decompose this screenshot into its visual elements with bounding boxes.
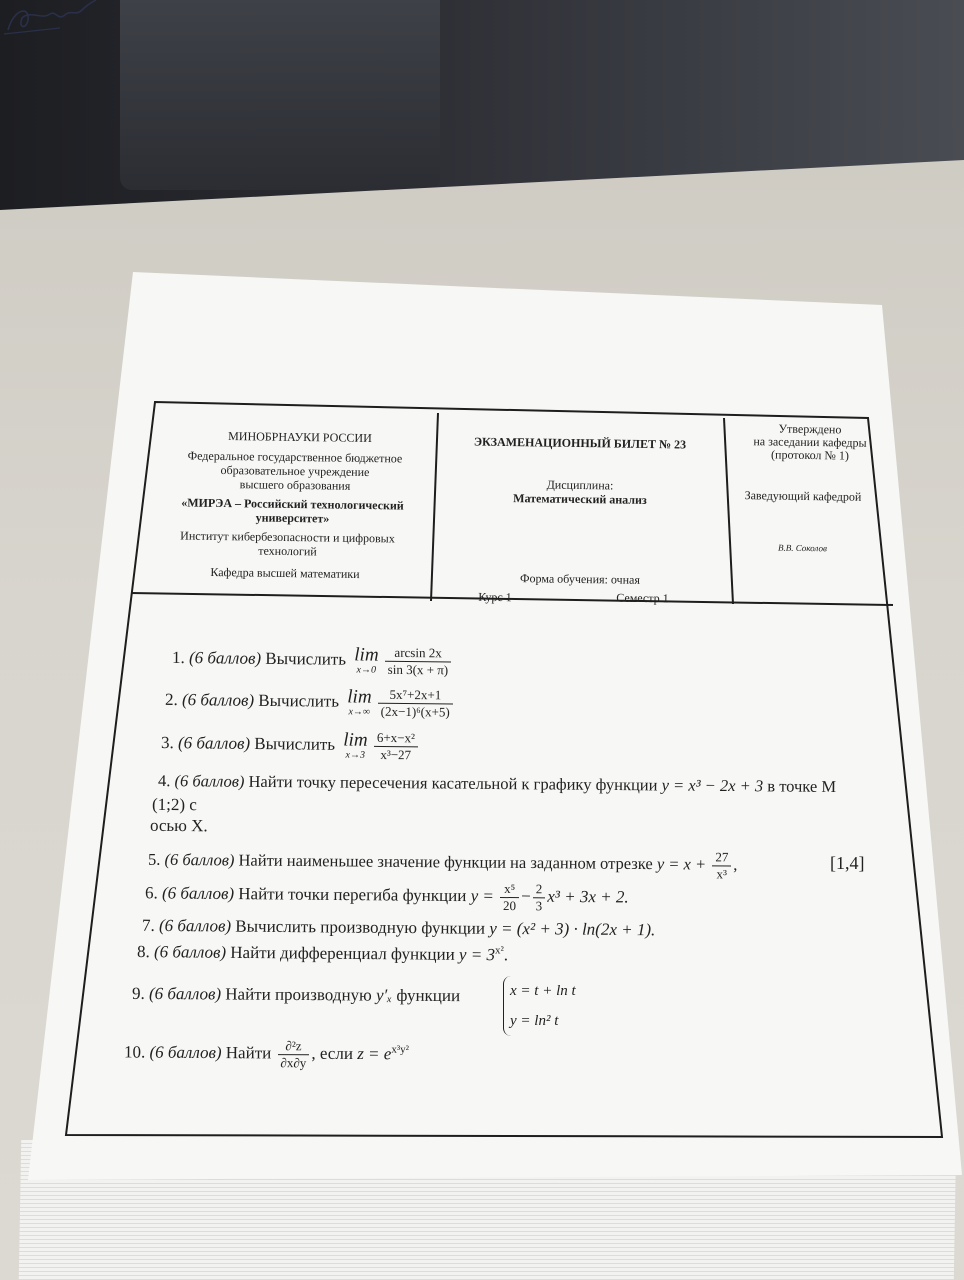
- approved-meeting: на заседании кафедры: [753, 434, 867, 450]
- discipline-label: Дисциплина:: [546, 477, 614, 493]
- task-10: 10. (6 баллов) Найти $\frac{\text{∂²z}}{\partial x\partial y}$ , если $z = e^{x^3y^2}$: [123, 1038, 410, 1071]
- university-line-2: университет»: [255, 510, 330, 526]
- semester: Семестр 1: [616, 590, 669, 606]
- ticket-title: ЭКЗАМЕНАЦИОННЫЙ БИЛЕТ № 23: [473, 434, 687, 452]
- task-4-line-3: осью X.: [149, 815, 208, 836]
- task-8: 8. (6 баллов) Найти дифференциал функции $y = 3^{x^2}$.: [136, 942, 509, 965]
- institution-line-2: образовательное учреждение: [220, 462, 370, 480]
- task-5: 5. (6 баллов) Найти наименьшее значение функции на заданном отрезке y = x + $\frac{27}{\text{x³}}$ ,: [147, 849, 738, 882]
- institution-line-1: Федеральное государственное бюджетное: [187, 448, 403, 466]
- task-4-line-2: (1;2) с: [151, 794, 197, 815]
- task-7: 7. (6 баллов) Вычислить производную функции y = (x² + 3) · ln(2x + 1).: [141, 915, 656, 940]
- task-9: 9. (6 баллов) Найти производную y′ₓ функции: [131, 983, 461, 1006]
- approved-label: Утверждено: [778, 421, 842, 437]
- task-5-interval: [1,4]: [830, 853, 865, 873]
- task-1: 1. (6 баллов) Вычислить lim x→0 $\frac{\arcsin 2x}{\sin 3(x + \pi)}$: [172, 643, 454, 679]
- task-4: 4. (6 баллов) Найти точку пересечения касательной к графику функции y = x³ − 2x + 3 в точке М: [157, 771, 837, 796]
- head-name: В.В. Соколов: [777, 542, 827, 554]
- task-3: 3. (6 баллов) Вычислить lim x→3 $\frac{\text{6+x−x²}}{\text{x³−27}}$: [161, 728, 420, 764]
- course: Курс 1: [478, 589, 512, 605]
- institute-line-2: технологий: [258, 543, 317, 559]
- head-title: Заведующий кафедрой: [744, 488, 862, 504]
- protocol-number: (протокол № 1): [770, 447, 850, 463]
- task-2: 2. (6 баллов) Вычислить lim x→∞ $\frac{\text{5x⁷+2x+1}}{\text{(2x−1)⁶(x+5)}}$: [165, 684, 455, 720]
- task-6: 6. (6 баллов) Найти точки перегиба функции y = $\frac{\text{x⁵}}{20}$ − $\frac{2}{3}$ x³ + 3x + 2.: [144, 881, 629, 914]
- university-line-1: «МИРЭА – Российский технологический: [181, 495, 404, 513]
- institute-line-1: Институт кибербезопасности и цифровых: [180, 528, 395, 546]
- task-9-system: x = t + ln t y = ln² t: [503, 976, 576, 1036]
- institution-line-3: высшего образования: [239, 477, 351, 493]
- signature-image: [0, 0, 100, 40]
- discipline-name: Математический анализ: [513, 491, 647, 507]
- ministry-title: МИНОБРНАУКИ РОССИИ: [228, 428, 372, 446]
- study-form: Форма обучения: очная: [519, 571, 641, 587]
- department-name: Кафедра высшей математики: [210, 564, 360, 582]
